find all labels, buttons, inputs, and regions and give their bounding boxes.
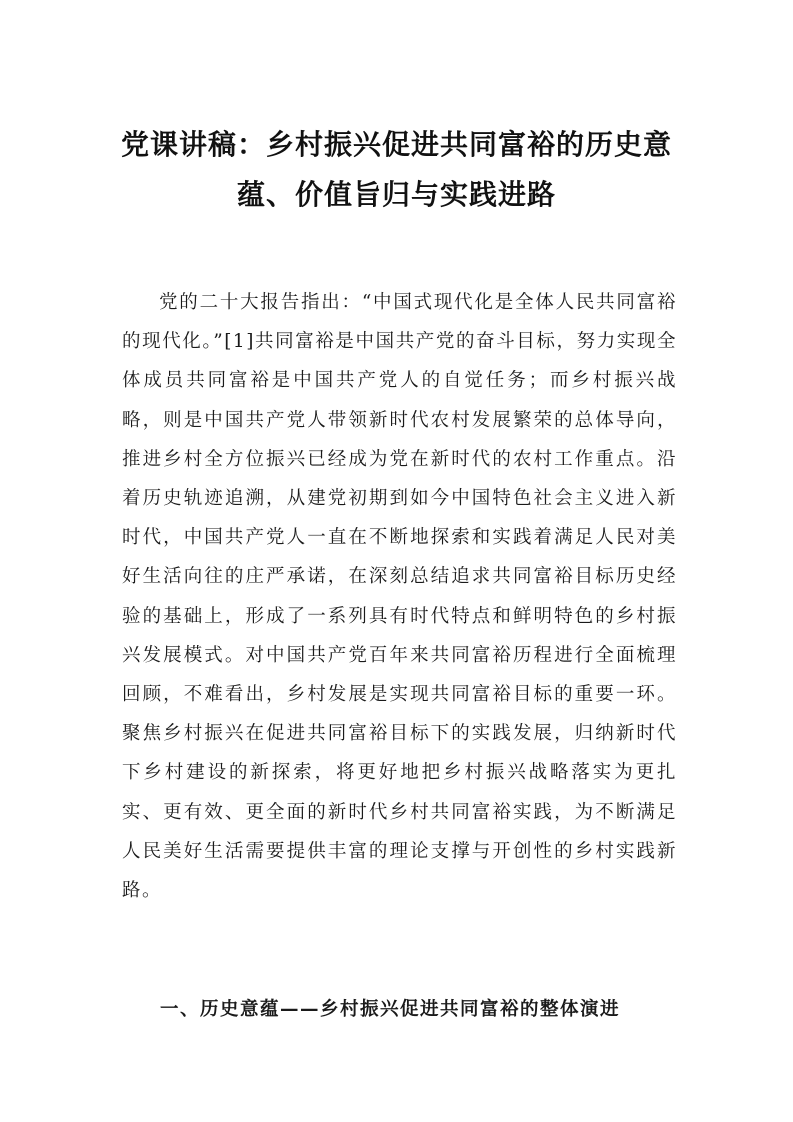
section-heading: 一、历史意蕴——乡村振兴促进共同富裕的整体演进: [160, 999, 621, 1020]
body-paragraph: 党的二十大报告指出：“中国式现代化是全体人民共同富裕的现代化。”[1]共同富裕是中国共产党的奋斗目标，努力实现全体成员共同富裕是中国共产党人的自觉任务；而乡村振兴战略，则是中国共产党人带领新时代农村发展繁荣的总体导向，推进乡村全方位振兴已经成为党在新时代的农村工作重点。沿着历史轨迹追溯，从建党初期到如今中国特色社会主义进入新时代，中国共产党人一直在不断地探索和实践着满足人民对美好生活向往的庄严承诺，在深刻总结追求共同富裕目标历史经验的基础上，形成了一系列具有时代特点和鲜明特色的乡村振兴发展模式。对中国共产党百年来共同富裕历程进行全面梳理回顾，不难看出，乡村发展是实现共同富裕目标的重要一环。聚焦乡村振兴在促进共同富裕目标下的实践发展，归纳新时代下乡村建设的新探索，将更好地把乡村振兴战略落实为更扎实、更有效、更全面的新时代乡村共同富裕实践，为不断满足人民美好生活需要提供丰富的理论支撑与开创性的乡村实践新路。: [122, 292, 677, 902]
document-title: 党课讲稿：乡村振兴促进共同富裕的历史意蕴、价值旨归与实践进路: [120, 128, 672, 211]
